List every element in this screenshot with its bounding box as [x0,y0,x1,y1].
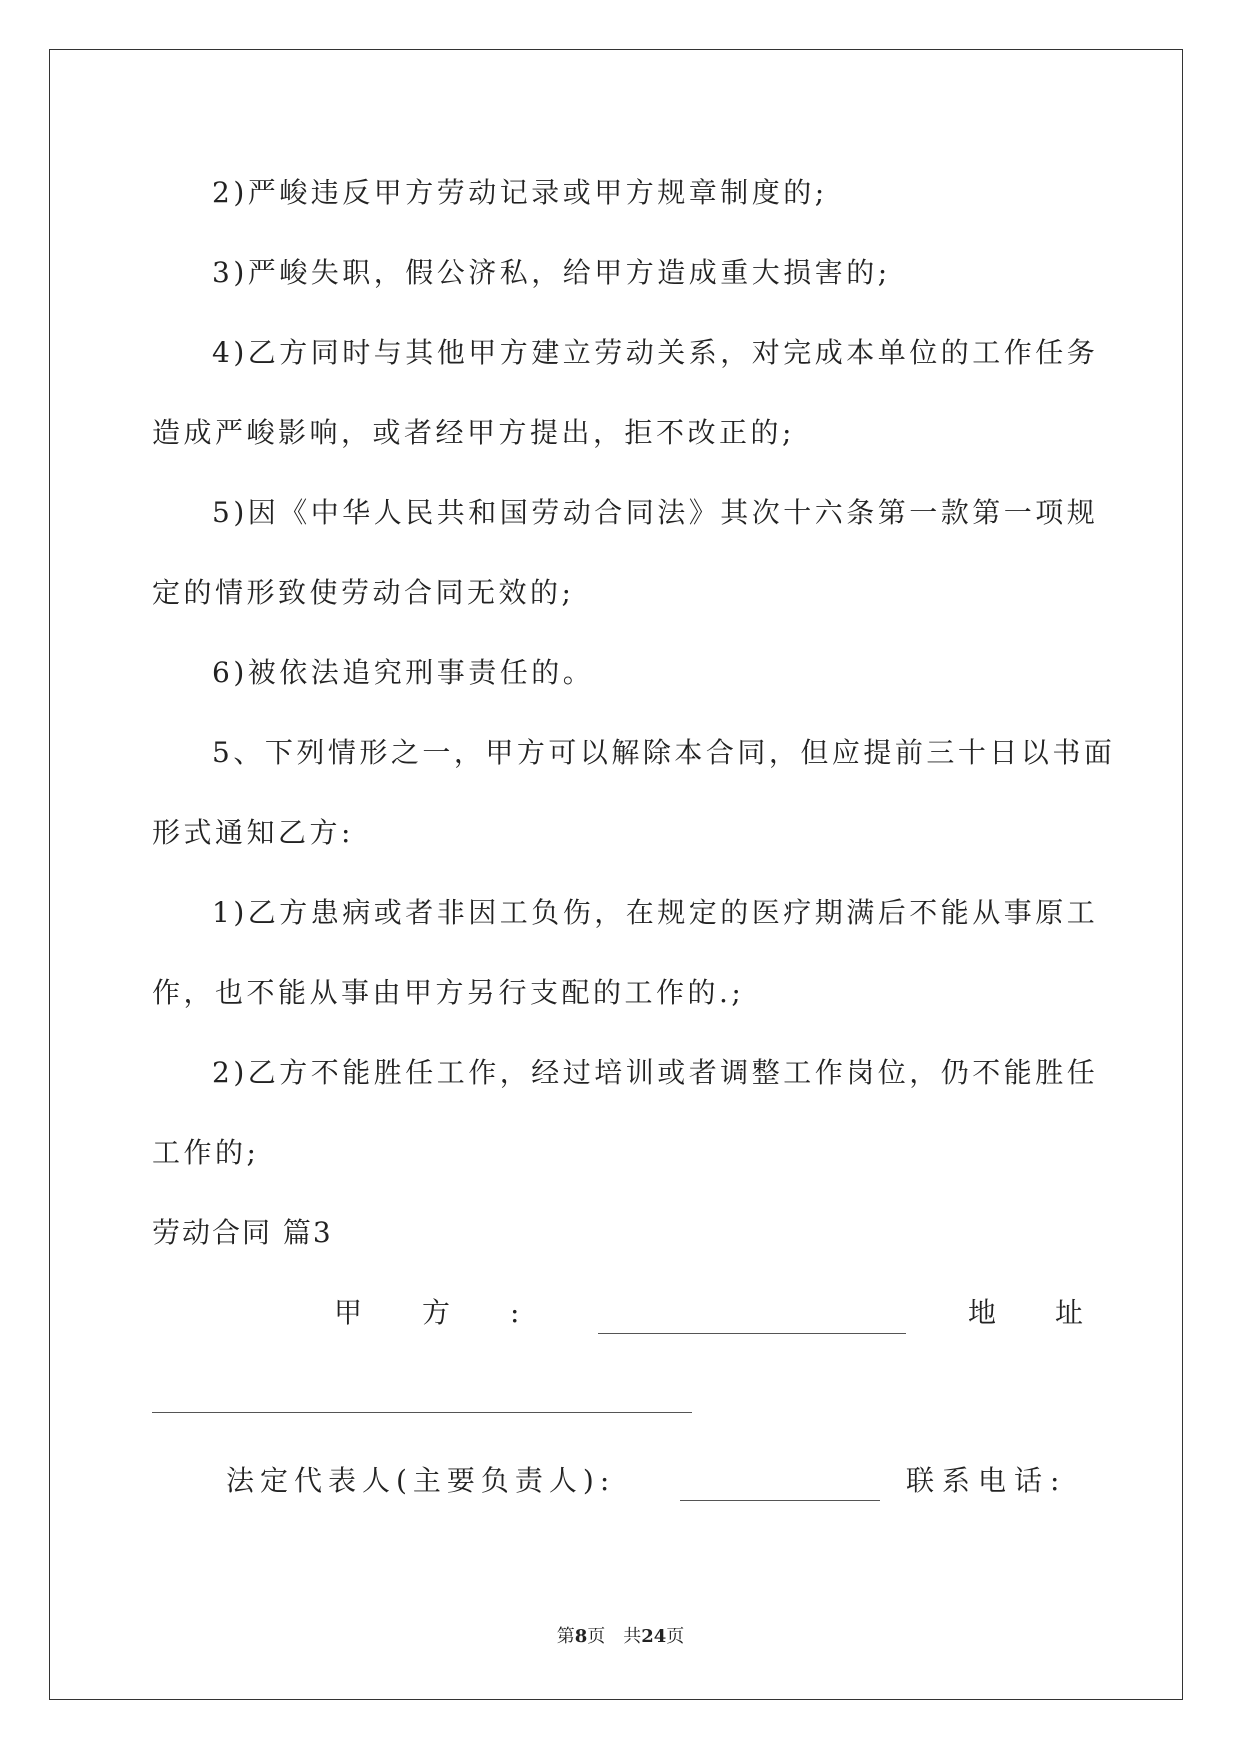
footer-prefix: 第 [556,1626,575,1647]
legal-rep-blank[interactable] [680,1500,880,1501]
footer-page-number: 8 [574,1626,588,1647]
page-border [49,49,1183,1700]
phone-label: 联系电话: [906,1464,1068,1497]
clause-line: 形式通知乙方: [152,816,354,849]
address-label-char: 址 [1055,1296,1084,1329]
clause-line: 2)严峻违反甲方劳动记录或甲方规章制度的; [212,176,828,209]
legal-rep-label: 法定代表人(主要负责人): [226,1464,616,1497]
address-blank[interactable] [152,1412,692,1413]
party-a-label-char: : [510,1296,520,1329]
footer-total-pages: 24 [641,1626,667,1647]
clause-line: 造成严峻影响，或者经甲方提出，拒不改正的; [152,416,795,449]
clause-line: 1)乙方患病或者非因工负伤，在规定的医疗期满后不能从事原工 [212,896,1099,929]
section-title: 劳动合同 篇3 [152,1216,333,1249]
footer-mid: 页 共 [587,1626,642,1647]
footer-suffix: 页 [666,1626,685,1647]
clause-line: 2)乙方不能胜任工作，经过培训或者调整工作岗位，仍不能胜任 [212,1056,1099,1089]
clause-line: 定的情形致使劳动合同无效的; [152,576,575,609]
clause-line: 5)因《中华人民共和国劳动合同法》其次十六条第一款第一项规 [212,496,1099,529]
clause-line: 6)被依法追究刑事责任的。 [212,656,595,689]
clause-line: 工作的; [152,1136,260,1169]
party-a-label-char: 甲 [334,1296,363,1329]
clause-line: 5、下列情形之一，甲方可以解除本合同，但应提前三十日以书面 [212,736,1116,769]
clause-line: 3)严峻失职，假公济私，给甲方造成重大损害的; [212,256,891,289]
address-label-char: 地 [968,1296,997,1329]
clause-line: 4)乙方同时与其他甲方建立劳动关系，对完成本单位的工作任务 [212,336,1099,369]
party-a-blank[interactable] [598,1333,906,1334]
clause-line: 作，也不能从事由甲方另行支配的工作的.; [152,976,745,1009]
party-a-label-char: 方 [422,1296,451,1329]
page-footer [0,1622,1241,1648]
